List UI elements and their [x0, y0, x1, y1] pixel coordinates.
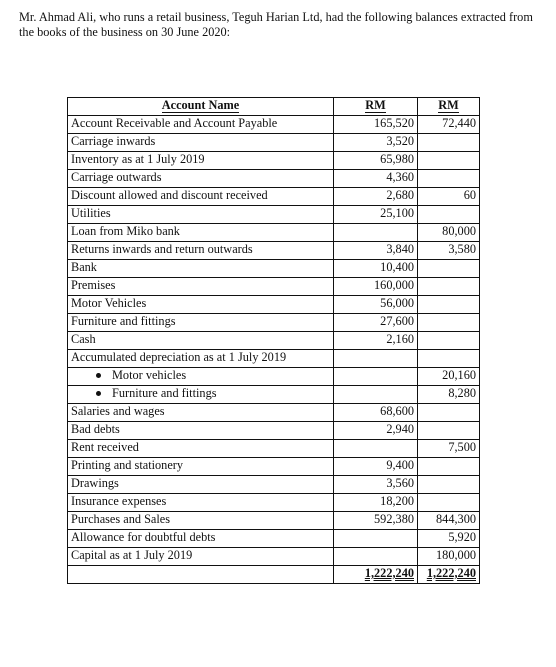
account-name-cell: [68, 404, 334, 422]
account-name-text: Drawings: [71, 476, 119, 490]
debit-amount-cell: 25,100: [334, 206, 418, 224]
account-name-cell: [68, 422, 334, 440]
table-row: [68, 278, 480, 296]
account-name-text: Motor Vehicles: [71, 296, 147, 310]
debit-amount-cell: [334, 368, 418, 386]
credit-amount-cell: 20,160: [418, 368, 480, 386]
account-name-text: Carriage outwards: [71, 170, 162, 184]
debit-amount-cell: 2,680: [334, 188, 418, 206]
table-row: [68, 170, 480, 188]
account-name-text: Rent received: [71, 440, 139, 454]
debit-amount-cell: 65,980: [334, 152, 418, 170]
total-credit-cell: [418, 566, 480, 584]
total-debit-value: 1,222,240: [364, 566, 414, 580]
credit-amount-cell: 844,300: [418, 512, 480, 530]
debit-amount-cell: 27,600: [334, 314, 418, 332]
table-row: [68, 332, 480, 350]
table-row: [68, 530, 480, 548]
table-row: [68, 206, 480, 224]
credit-amount-cell: [418, 458, 480, 476]
account-name-cell: [68, 440, 334, 458]
table-row: [68, 188, 480, 206]
table-header-row: [68, 98, 480, 116]
account-name-text: Allowance for doubtful debts: [71, 530, 216, 544]
account-name-text: Returns inwards and return outwards: [71, 242, 253, 256]
credit-amount-cell: 8,280: [418, 386, 480, 404]
total-label-cell: [68, 566, 334, 584]
debit-amount-cell: 18,200: [334, 494, 418, 512]
account-name-cell: [68, 224, 334, 242]
account-name-cell: [68, 278, 334, 296]
table-row: [68, 260, 480, 278]
debit-amount-cell: 592,380: [334, 512, 418, 530]
table-row: [68, 404, 480, 422]
account-name-cell: [68, 188, 334, 206]
credit-amount-cell: 72,440: [418, 116, 480, 134]
table-row: [68, 476, 480, 494]
credit-amount-cell: 5,920: [418, 530, 480, 548]
table-row: [68, 116, 480, 134]
header-account-name: Account Name: [68, 98, 334, 116]
account-name-cell: [68, 134, 334, 152]
header-rm-credit: RM: [418, 98, 480, 116]
account-name-cell: [68, 476, 334, 494]
table-row: [68, 512, 480, 530]
account-name-text: Carriage inwards: [71, 134, 156, 148]
debit-amount-cell: 10,400: [334, 260, 418, 278]
table-row: [68, 314, 480, 332]
credit-amount-cell: 80,000: [418, 224, 480, 242]
credit-amount-cell: [418, 350, 480, 368]
total-debit-cell: [334, 566, 418, 584]
table-row: [68, 134, 480, 152]
table-row: [68, 350, 480, 368]
credit-amount-cell: [418, 422, 480, 440]
account-name-text: Inventory as at 1 July 2019: [71, 152, 205, 166]
table-row: [68, 548, 480, 566]
account-name-text: Furniture and fittings: [71, 314, 176, 328]
account-name-text: Salaries and wages: [71, 404, 165, 418]
debit-amount-cell: 56,000: [334, 296, 418, 314]
account-name-cell: [68, 206, 334, 224]
bullet-icon: [96, 391, 101, 396]
account-name-text: Cash: [71, 332, 96, 346]
credit-amount-cell: [418, 314, 480, 332]
account-name-cell: [68, 152, 334, 170]
intro-paragraph: Mr. Ahmad Ali, who runs a retail business, Teguh Harian Ltd, had the following balances extracted from the books of the business on 30 June 2020:: [19, 10, 533, 39]
debit-amount-cell: 2,940: [334, 422, 418, 440]
table-row: [68, 386, 480, 404]
account-name-cell: [68, 494, 334, 512]
trial-balance-table: [67, 97, 480, 584]
total-credit-value: 1,222,240: [426, 566, 476, 580]
debit-amount-cell: 3,560: [334, 476, 418, 494]
credit-amount-cell: [418, 296, 480, 314]
table-row: [68, 242, 480, 260]
account-name-cell: [68, 242, 334, 260]
account-name-text: Bank: [71, 260, 97, 274]
account-name-cell: [68, 530, 334, 548]
account-name-cell: [68, 260, 334, 278]
table-row: [68, 224, 480, 242]
debit-amount-cell: [334, 224, 418, 242]
credit-amount-cell: [418, 260, 480, 278]
table-row: [68, 440, 480, 458]
debit-amount-cell: 160,000: [334, 278, 418, 296]
table-row: [68, 296, 480, 314]
account-name-text: Purchases and Sales: [71, 512, 171, 526]
credit-amount-cell: [418, 134, 480, 152]
account-name-text: Accumulated depreciation as at 1 July 2019: [71, 350, 287, 364]
account-name-text: Capital as at 1 July 2019: [71, 548, 193, 562]
debit-amount-cell: 68,600: [334, 404, 418, 422]
account-name-text: Insurance expenses: [71, 494, 167, 508]
table-row: [68, 458, 480, 476]
credit-amount-cell: [418, 278, 480, 296]
debit-amount-cell: 2,160: [334, 332, 418, 350]
debit-amount-cell: [334, 386, 418, 404]
credit-amount-cell: 7,500: [418, 440, 480, 458]
credit-amount-cell: 3,580: [418, 242, 480, 260]
account-name-text: Premises: [71, 278, 116, 292]
debit-amount-cell: [334, 440, 418, 458]
credit-amount-cell: 180,000: [418, 548, 480, 566]
bullet-icon: [96, 373, 101, 378]
debit-amount-cell: [334, 548, 418, 566]
debit-amount-cell: 3,840: [334, 242, 418, 260]
account-name-cell: [68, 332, 334, 350]
credit-amount-cell: [418, 476, 480, 494]
account-name-cell: [68, 368, 334, 386]
debit-amount-cell: 9,400: [334, 458, 418, 476]
credit-amount-cell: [418, 152, 480, 170]
account-name-text: Account Receivable and Account Payable: [71, 116, 278, 130]
account-name-cell: [68, 296, 334, 314]
account-name-cell: [68, 350, 334, 368]
debit-amount-cell: 3,520: [334, 134, 418, 152]
debit-amount-cell: 4,360: [334, 170, 418, 188]
credit-amount-cell: [418, 170, 480, 188]
account-name-text: Utilities: [71, 206, 111, 220]
table-row: [68, 368, 480, 386]
account-name-cell: [68, 116, 334, 134]
debit-amount-cell: [334, 530, 418, 548]
account-name-text: Motor vehicles: [112, 368, 187, 382]
account-name-text: Discount allowed and discount received: [71, 188, 268, 202]
account-name-cell: [68, 512, 334, 530]
account-name-cell: [68, 314, 334, 332]
header-rm-debit: RM: [334, 98, 418, 116]
account-name-text: Bad debts: [71, 422, 120, 436]
account-name-cell: [68, 170, 334, 188]
total-row: [68, 566, 480, 584]
debit-amount-cell: [334, 350, 418, 368]
account-name-cell: [68, 548, 334, 566]
account-name-text: Furniture and fittings: [112, 386, 217, 400]
table-row: [68, 422, 480, 440]
credit-amount-cell: [418, 206, 480, 224]
credit-amount-cell: [418, 332, 480, 350]
credit-amount-cell: [418, 404, 480, 422]
table-row: [68, 494, 480, 512]
account-name-text: Loan from Miko bank: [71, 224, 180, 238]
debit-amount-cell: 165,520: [334, 116, 418, 134]
table-row: [68, 152, 480, 170]
account-name-cell: [68, 458, 334, 476]
account-name-text: Printing and stationery: [71, 458, 184, 472]
credit-amount-cell: 60: [418, 188, 480, 206]
credit-amount-cell: [418, 494, 480, 512]
account-name-cell: [68, 386, 334, 404]
